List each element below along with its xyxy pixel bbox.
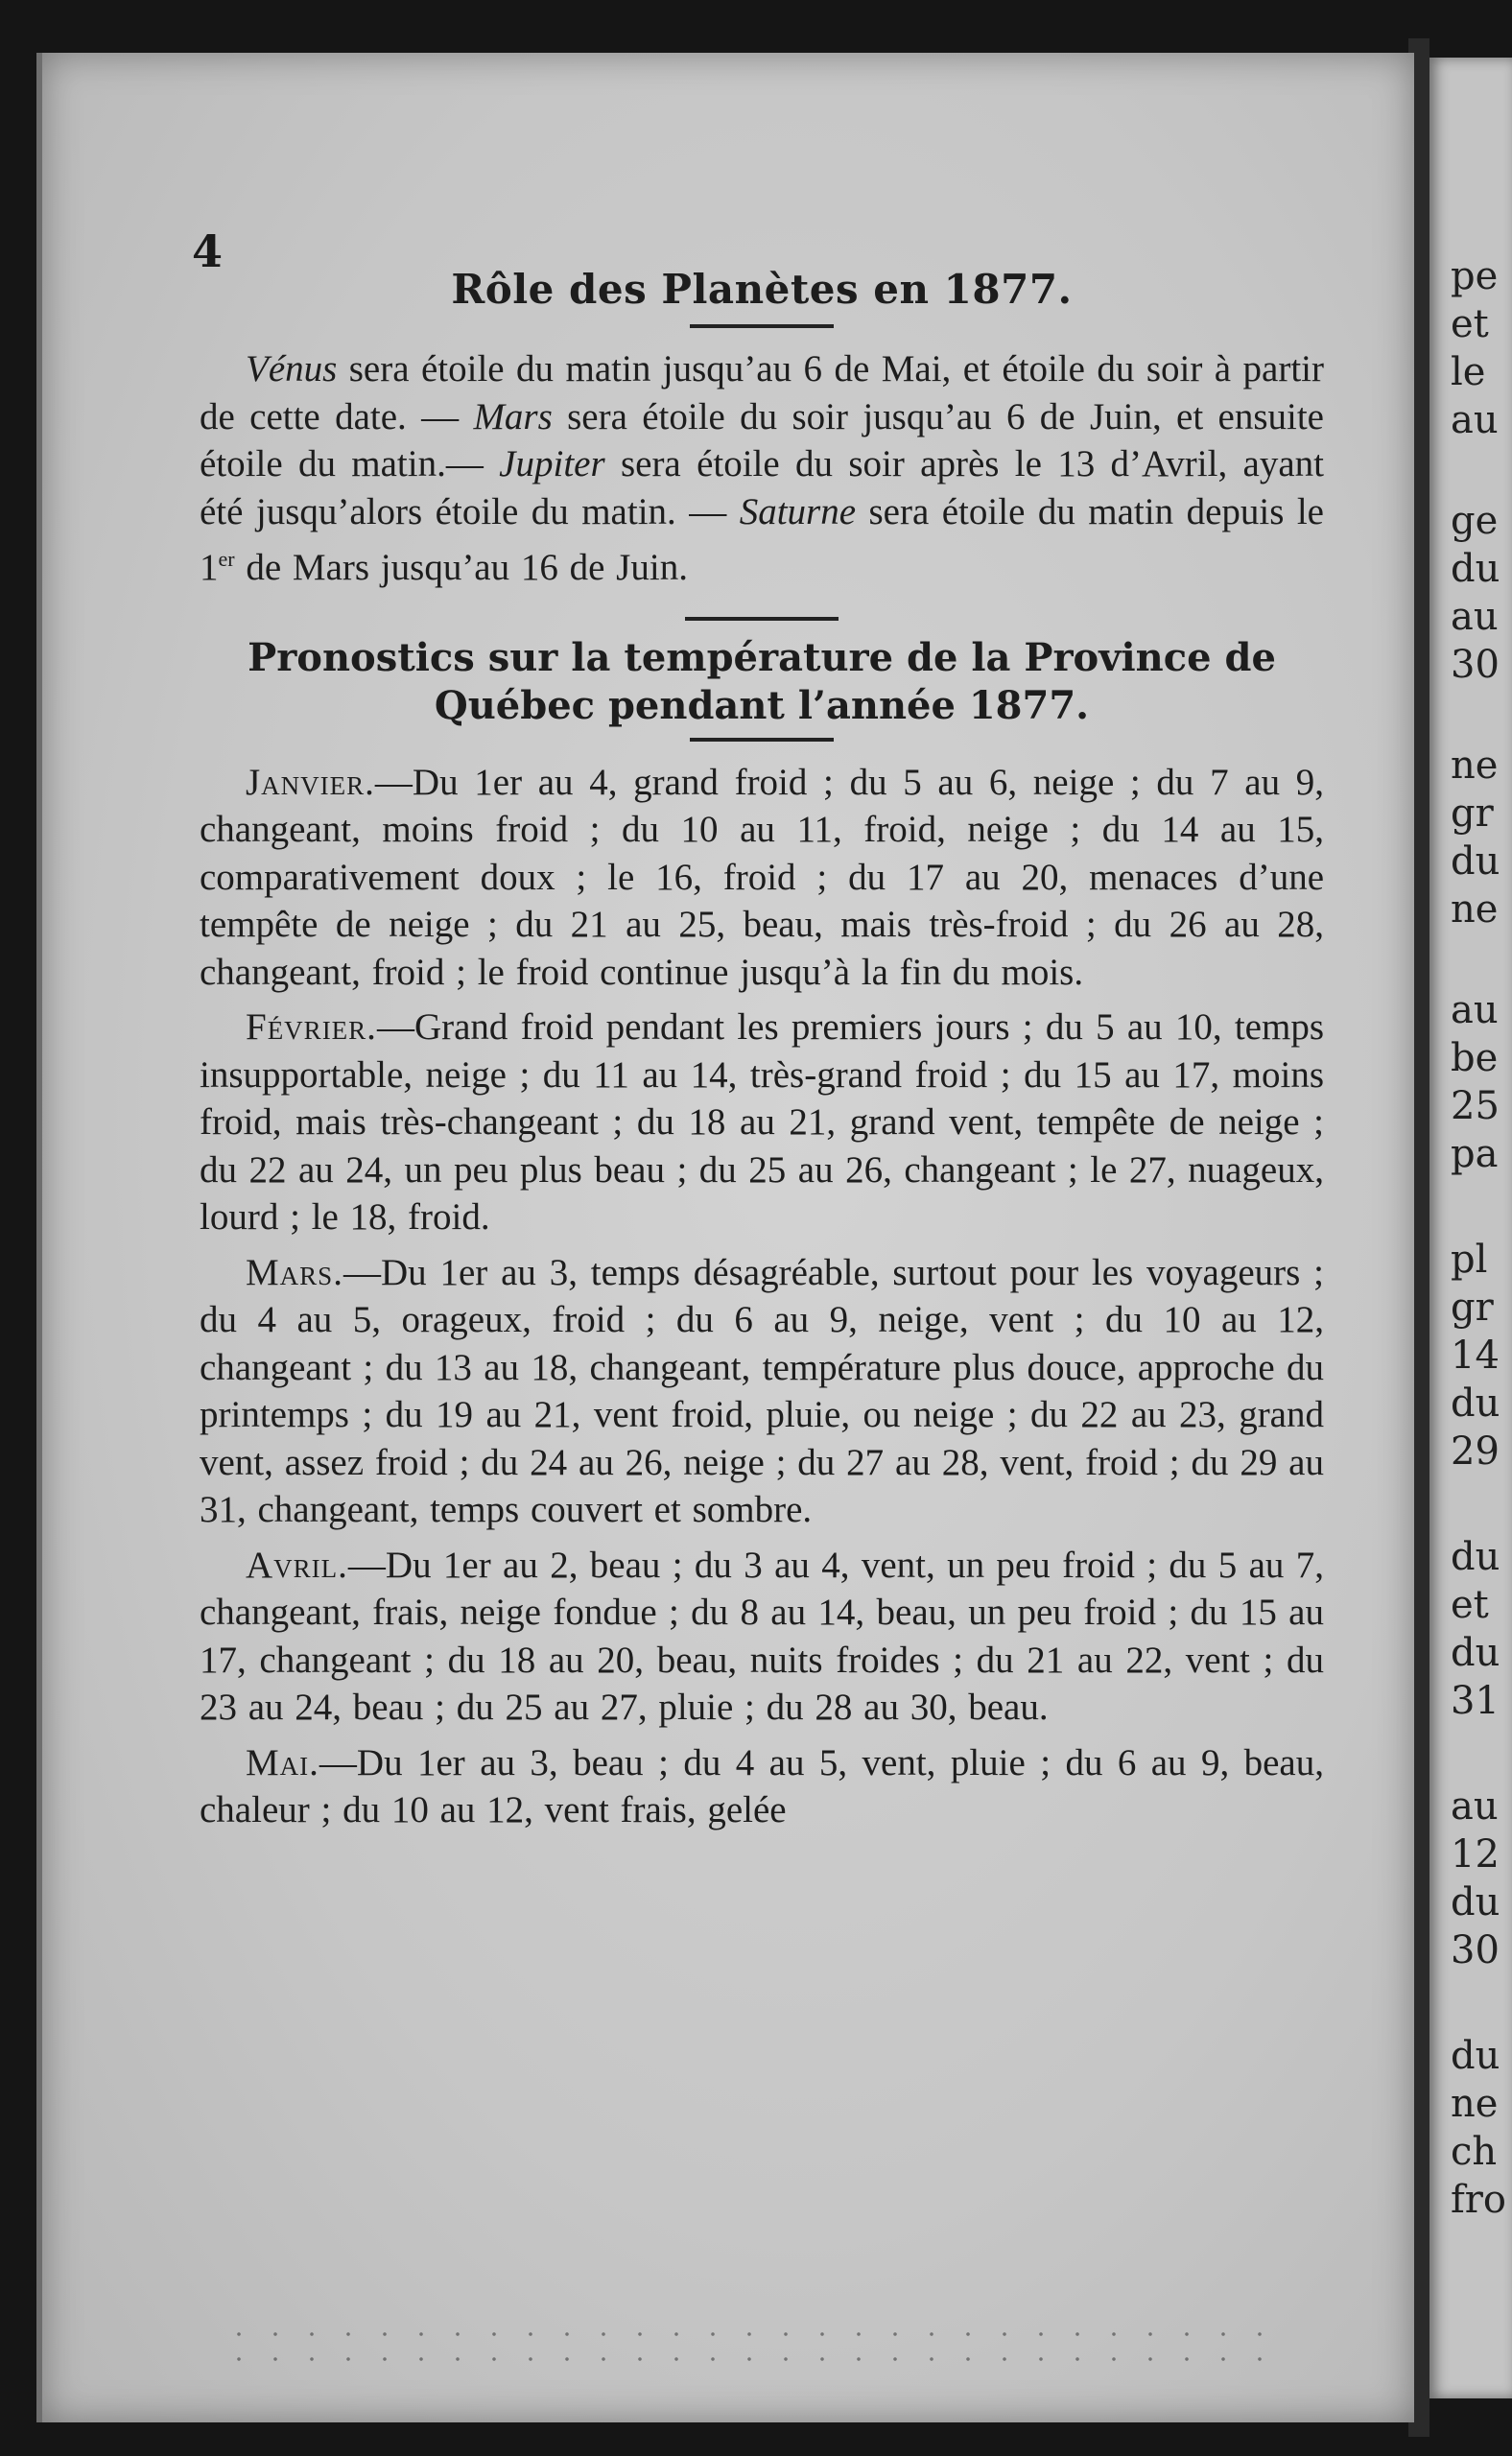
facing-page-fragment: ge [1451,499,1499,543]
venus-text: sera étoile du matin jusqu’au 6 de Mai, et étoile du soir à partir de cette date. — [200,348,1324,437]
facing-page-fragment: 25 [1451,1084,1500,1128]
facing-page-fragment: 12 [1451,1832,1500,1877]
month-paragraph-avril [200,1542,1324,1732]
month-name: Février. [246,1006,377,1048]
facing-page-fragment: fro [1451,2178,1507,2222]
superscript-er: er [218,547,235,571]
jupiter-name: Jupiter [499,443,605,484]
forecast-rule [690,738,834,742]
month-text: —Du 1er au 3, temps désagréable, surtout pour les voyageurs ; du 4 au 5, orageux, froid ; du 6 au 9, neige, vent ; du 10 au 12, changeant ; du 13 au 18, changeant, température plus douce, approche du printemps ; du 19 au 21, vent froid, pluie, ou neige ; du 22 au 23, grand vent, assez froid ; du 24 au 26, neige ; du 27 au 28, vent, froid ; du 29 au 31, changeant, temps couvert et sombre. [200,1251,1324,1530]
facing-page-fragment: 30 [1451,1928,1500,1972]
month-text: —Du 1er au 2, beau ; du 3 au 4, vent, un peu froid ; du 5 au 7, changeant, frais, neige fondue ; du 8 au 14, beau, un peu froid ; du 15 au 17, changeant ; du 18 au 20, beau, nuits froides ; du 21 au 22, vent ; du 23 au 24, beau ; du 25 au 27, pluie ; du 28 au 30, beau. [200,1544,1324,1728]
facing-page-fragment: 29 [1451,1429,1500,1474]
jupiter-text: sera étoile du soir après le 13 d’Avril, ayant été jusqu’alors étoile du matin. — [200,443,1324,532]
month-paragraph-fevrier [200,1004,1324,1241]
page-number: 4 [192,225,224,277]
planets-paragraph [200,345,1324,592]
facing-page-fragment: du [1451,839,1500,884]
month-paragraph-mai [200,1739,1324,1834]
facing-page-fragment: au [1451,398,1499,442]
facing-page-fragment: 30 [1451,643,1500,687]
facing-page-fragment: du [1451,1631,1500,1675]
facing-page-fragment: ne [1451,887,1499,932]
facing-page-fragment: du [1451,547,1500,591]
facing-page-fragment: au [1451,988,1499,1032]
forecast-heading: Pronostics sur la température de la Province de Québec pendant l’année 1877. [248,634,1276,728]
facing-page-fragment: au [1451,1784,1499,1829]
facing-page-fragment: du [1451,2034,1500,2078]
month-paragraph-mars [200,1249,1324,1534]
facing-page-fragment: le [1451,350,1486,394]
month-name: Janvier. [246,761,375,803]
facing-page-fragment: au [1451,595,1499,639]
facing-page-fragment: du [1451,1880,1500,1925]
facing-page-fragment: et [1451,302,1489,346]
month-text: —Du 1er au 3, beau ; du 4 au 5, vent, pluie ; du 6 au 9, beau, chaleur ; du 10 au 12, vent frais, gelée [200,1741,1324,1830]
saturne-name: Saturne [739,490,857,532]
facing-page-fragment: gr [1451,791,1494,836]
mars-text: sera étoile du soir jusqu’au 6 de Juin, et ensuite étoile du matin.— [200,395,1324,484]
facing-page-fragment: pe [1451,254,1499,298]
planets-heading: Rôle des Planètes en 1877. [451,266,1073,313]
facing-page-fragment: et [1451,1583,1489,1627]
facing-page-fragment: pl [1451,1238,1488,1282]
month-text: —Du 1er au 4, grand froid ; du 5 au 6, neige ; du 7 au 9, changeant, moins froid ; du 10 au 11, froid, neige ; du 14 au 15, comparativement doux ; le 16, froid ; du 17 au 20, menaces d’une tempête de neige ; du 21 au 25, beau, mais très-froid ; du 26 au 28, changeant, froid ; le froid continue jusqu’à la fin du mois. [200,761,1324,993]
saturne-text-after: de Mars jusqu’au 16 de Juin. [234,547,688,588]
facing-page-fragment: ne [1451,744,1499,788]
facing-page-fragment: ch [1451,2130,1498,2174]
facing-page-fragment: be [1451,1036,1499,1080]
heading-rule [690,324,834,328]
facing-page-fragment: du [1451,1382,1500,1426]
month-name: Mars. [246,1251,343,1293]
month-paragraph-janvier [200,759,1324,997]
venus-name: Vénus [246,348,338,390]
facing-page-fragment: gr [1451,1286,1494,1330]
facing-page-fragment: pa [1451,1132,1499,1176]
facing-page-fragment: 14 [1451,1334,1500,1378]
facing-page-edge [1429,58,1512,2398]
section-rule [685,617,839,621]
month-text: —Grand froid pendant les premiers jours ; du 5 au 10, temps insupportable, neige ; du 11 au 14, très-grand froid ; du 15 au 17, moins froid, mais très-changeant ; du 18 au 21, grand vent, tempête de neige ; du 22 au 24, un peu plus beau ; du 25 au 26, changeant ; le 27, nuageux, lourd ; le 18, froid. [200,1006,1324,1238]
facing-page-fragment: 31 [1451,1679,1500,1723]
saturne-text-before: sera étoile du matin depuis le 1 [200,490,1324,588]
print-bleed-specks [221,2322,1276,2379]
month-name: Mai. [246,1741,319,1783]
month-name: Avril. [246,1544,348,1586]
facing-page-fragment: ne [1451,2082,1499,2126]
facing-page-fragment: du [1451,1535,1500,1579]
mars-name: Mars [473,395,553,437]
page-content [200,259,1324,1842]
